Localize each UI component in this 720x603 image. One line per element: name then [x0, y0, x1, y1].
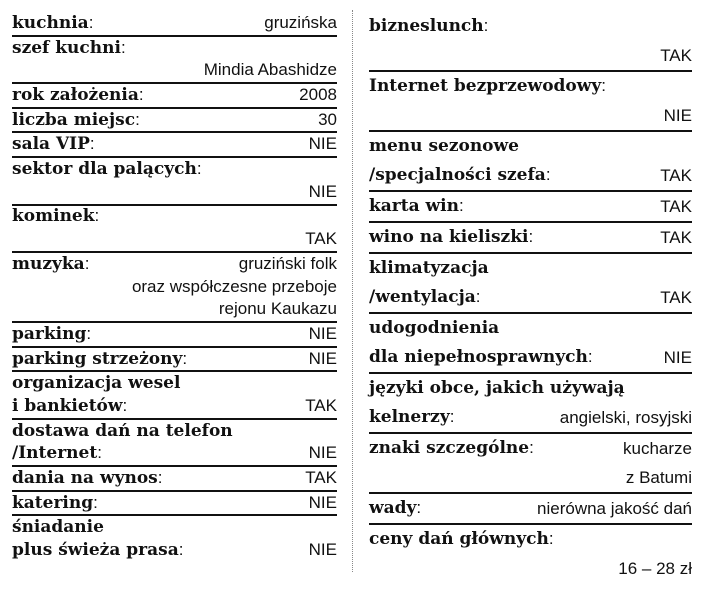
row-jezyki-obce [369, 374, 692, 434]
row-sala-vip [12, 133, 337, 158]
label-udogodnienia-line-1: udogodnienia [369, 318, 500, 338]
label-parking-strzezony: parking strzeżony: [12, 348, 188, 369]
value-muzyka-line-2: oraz współczesne przeboje [131, 276, 337, 296]
row-rok-zalozenia [12, 84, 337, 109]
value-sniadanie: NIE [308, 540, 337, 560]
label-szef-kuchni: szef kuchni: [12, 37, 126, 58]
value-parking-strzezony: NIE [308, 348, 337, 368]
label-kominek: kominek: [12, 206, 100, 227]
label-udogodnienia-line-2: dla niepełnosprawnych: [369, 347, 593, 367]
label-sala-vip: sala VIP: [12, 134, 95, 155]
label-klimatyzacja-line-1: klimatyzacja [369, 258, 489, 278]
row-parking-strzezony [12, 348, 337, 373]
row-udogodnienia [369, 314, 692, 374]
row-sniadanie [12, 516, 337, 561]
row-kuchnia [12, 12, 337, 37]
value-rok-zalozenia: 2008 [299, 85, 337, 105]
label-organizacja-wesel-line-1: organizacja wesel [12, 373, 181, 394]
label-znaki-szczegolne: znaki szczególne: [369, 438, 534, 458]
value-udogodnienia: NIE [663, 348, 692, 367]
value-sektor-palacych: NIE [308, 181, 337, 201]
value-klimatyzacja: TAK [660, 288, 692, 307]
row-parking [12, 323, 337, 348]
value-znaki-szczegolne-line-2: z Batumi [625, 468, 692, 487]
value-dania-na-wynos: TAK [305, 468, 337, 488]
value-karta-win: TAK [660, 197, 692, 216]
label-jezyki-obce-line-1: języki obce, jakich używają [369, 378, 625, 398]
value-bizneslunch: TAK [660, 46, 692, 65]
value-wino-na-kieliszki: TAK [660, 228, 692, 247]
row-katering [12, 492, 337, 517]
row-liczba-miejsc [12, 109, 337, 134]
row-dania-na-wynos [12, 467, 337, 492]
value-liczba-miejsc: 30 [318, 109, 337, 129]
value-internet-bezprzewodowy: NIE [663, 106, 692, 125]
label-jezyki-obce-line-2: kelnerzy: [369, 407, 455, 427]
value-szef-kuchni: Mindia Abashidze [203, 60, 337, 80]
value-kuchnia: gruzińska [264, 12, 337, 32]
label-liczba-miejsc: liczba miejsc: [12, 109, 140, 130]
value-znaki-szczegolne-line-1: kucharze [623, 439, 692, 458]
label-wino-na-kieliszki: wino na kieliszki: [369, 227, 534, 247]
label-karta-win: karta win: [369, 196, 464, 216]
value-ceny-dan: 16 – 28 zł [618, 559, 692, 578]
label-wady: wady: [369, 498, 422, 518]
label-parking: parking: [12, 323, 92, 344]
label-katering: katering: [12, 492, 98, 513]
label-muzyka: muzyka: [12, 253, 90, 274]
label-dostawa-dan-line-2: /Internet: [12, 443, 102, 464]
row-kominek [12, 206, 337, 253]
value-kominek: TAK [305, 229, 337, 249]
value-dostawa-dan: NIE [308, 443, 337, 463]
right-column [369, 12, 692, 583]
row-internet-bezprzewodowy [369, 72, 692, 132]
row-menu-sezonowe [369, 132, 692, 192]
label-bizneslunch: bizneslunch: [369, 16, 489, 36]
label-sektor-palacych: sektor dla palących: [12, 159, 202, 180]
label-sniadanie-line-2: plus świeża prasa: [12, 540, 184, 561]
label-internet-bezprzewodowy: Internet bezprzewodowy: [369, 76, 606, 96]
label-menu-sezonowe-line-2: /specjalności szefa: [369, 165, 551, 185]
value-jezyki-obce: angielski, rosyjski [559, 408, 692, 427]
value-katering: NIE [308, 492, 337, 512]
row-szef-kuchni [12, 37, 337, 84]
row-karta-win [369, 192, 692, 223]
value-sala-vip: NIE [308, 134, 337, 154]
label-kuchnia: kuchnia: [12, 12, 94, 33]
label-dania-na-wynos: dania na wynos: [12, 468, 163, 489]
row-organizacja-wesel [12, 372, 337, 419]
row-sektor-palacych [12, 158, 337, 205]
label-menu-sezonowe-line-1: menu sezonowe [369, 136, 519, 156]
row-ceny-dan [369, 525, 692, 583]
value-wady: nierówna jakość dań [537, 499, 692, 518]
value-parking: NIE [308, 323, 337, 343]
label-ceny-dan: ceny dań głównych: [369, 529, 554, 549]
label-dostawa-dan-line-1: dostawa dań na telefon [12, 420, 233, 441]
row-muzyka [12, 253, 337, 323]
label-klimatyzacja-line-2: /wentylacja: [369, 287, 481, 307]
value-muzyka-line-1: gruziński folk [238, 253, 337, 273]
row-dostawa-dan [12, 420, 337, 467]
column-divider [352, 10, 353, 572]
row-wady [369, 494, 692, 525]
value-menu-sezonowe: TAK [660, 166, 692, 185]
left-column [12, 12, 337, 562]
row-wino-na-kieliszki [369, 223, 692, 254]
value-organizacja-wesel: TAK [305, 395, 337, 415]
label-sniadanie-line-1: śniadanie [12, 517, 104, 538]
row-klimatyzacja [369, 254, 692, 314]
row-znaki-szczegolne [369, 434, 692, 494]
label-rok-zalozenia: rok założenia: [12, 85, 144, 106]
row-bizneslunch [369, 12, 692, 72]
label-organizacja-wesel-line-2: i bankietów: [12, 395, 128, 416]
value-muzyka-line-3: rejonu Kaukazu [218, 299, 337, 319]
